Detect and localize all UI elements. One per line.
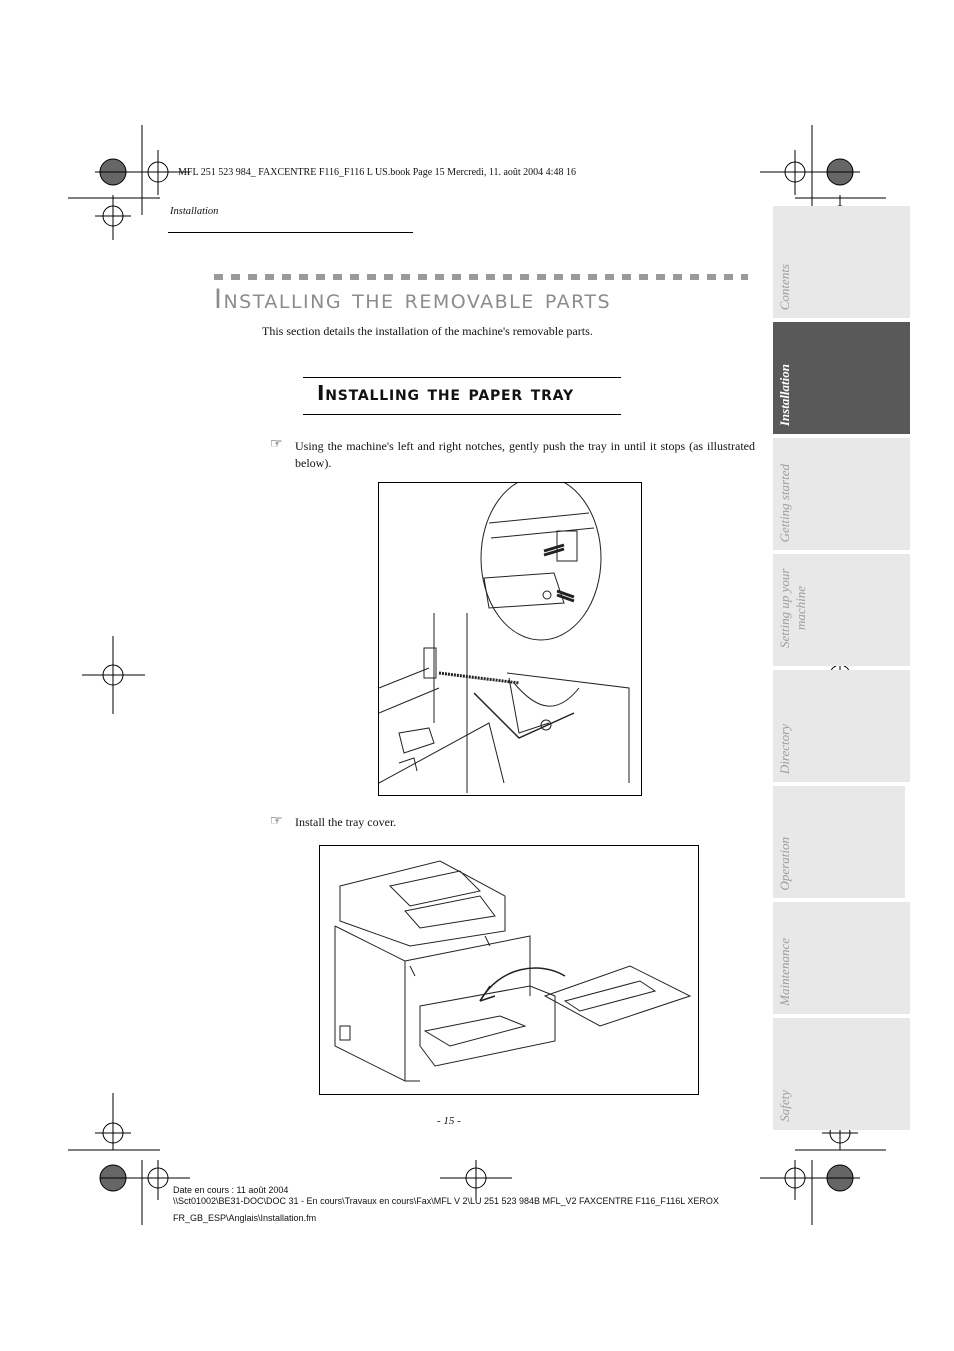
- tab-directory[interactable]: [773, 670, 910, 782]
- tab-operation[interactable]: [773, 786, 905, 898]
- header-rule: [168, 232, 413, 233]
- tab-label: Contents: [777, 263, 792, 310]
- step-1-text: Using the machine's left and right notches, gently push the tray in until it stops (as illustrated below).: [295, 439, 755, 470]
- tab-label: Safety: [777, 1090, 792, 1122]
- tab-installation[interactable]: [773, 322, 910, 434]
- tab-maintenance[interactable]: [773, 902, 910, 1014]
- print-header-line: MFL 251 523 984_ FAXCENTRE F116_F116 L US.book Page 15 Mercredi, 11. août 2004 4:48 16: [178, 167, 576, 178]
- page-title: Installing the removable parts: [214, 284, 612, 315]
- footer-path: \\Sct01002\BE31-DOC\DOC 31 - En cours\Travaux en cours\Fax\MFL V 2\LU 251 523 984B MFL_V2 FAXCENTRE F116_F116L XEROX: [173, 1196, 719, 1206]
- footer-date: Date en cours : 11 août 2004: [173, 1185, 289, 1195]
- section-title: Installing the paper tray: [317, 381, 574, 405]
- tab-label: Operation: [777, 836, 792, 890]
- running-head: Installation: [170, 206, 219, 217]
- tab-label: Getting started: [777, 463, 792, 542]
- tab-label: Maintenance: [777, 938, 792, 1006]
- page-number: - 15 -: [437, 1115, 461, 1127]
- intro-paragraph: This section details the installation of the machine's removable parts.: [262, 324, 593, 338]
- tab-getting-started[interactable]: [773, 438, 910, 550]
- figure-tray-insertion: [378, 482, 642, 796]
- pointing-hand-icon: ☞: [270, 814, 283, 829]
- subheading-box: [303, 377, 621, 415]
- step-2-text: Install the tray cover.: [295, 815, 397, 829]
- tab-label: Installation: [777, 363, 792, 426]
- tab-label: Setting up your machine: [777, 568, 808, 648]
- tab-label: Directory: [777, 723, 792, 774]
- tab-safety[interactable]: [773, 1018, 910, 1130]
- tray-insertion-illustration: [379, 483, 641, 795]
- tab-setting-up[interactable]: [773, 554, 910, 666]
- tab-contents[interactable]: [773, 206, 910, 318]
- pointing-hand-icon: ☞: [270, 437, 283, 452]
- figure-tray-cover: [319, 845, 699, 1095]
- tray-cover-illustration: [320, 846, 698, 1094]
- heading-dash-bar: [214, 274, 748, 280]
- footer-filename: FR_GB_ESP\Anglais\Installation.fm: [173, 1213, 317, 1223]
